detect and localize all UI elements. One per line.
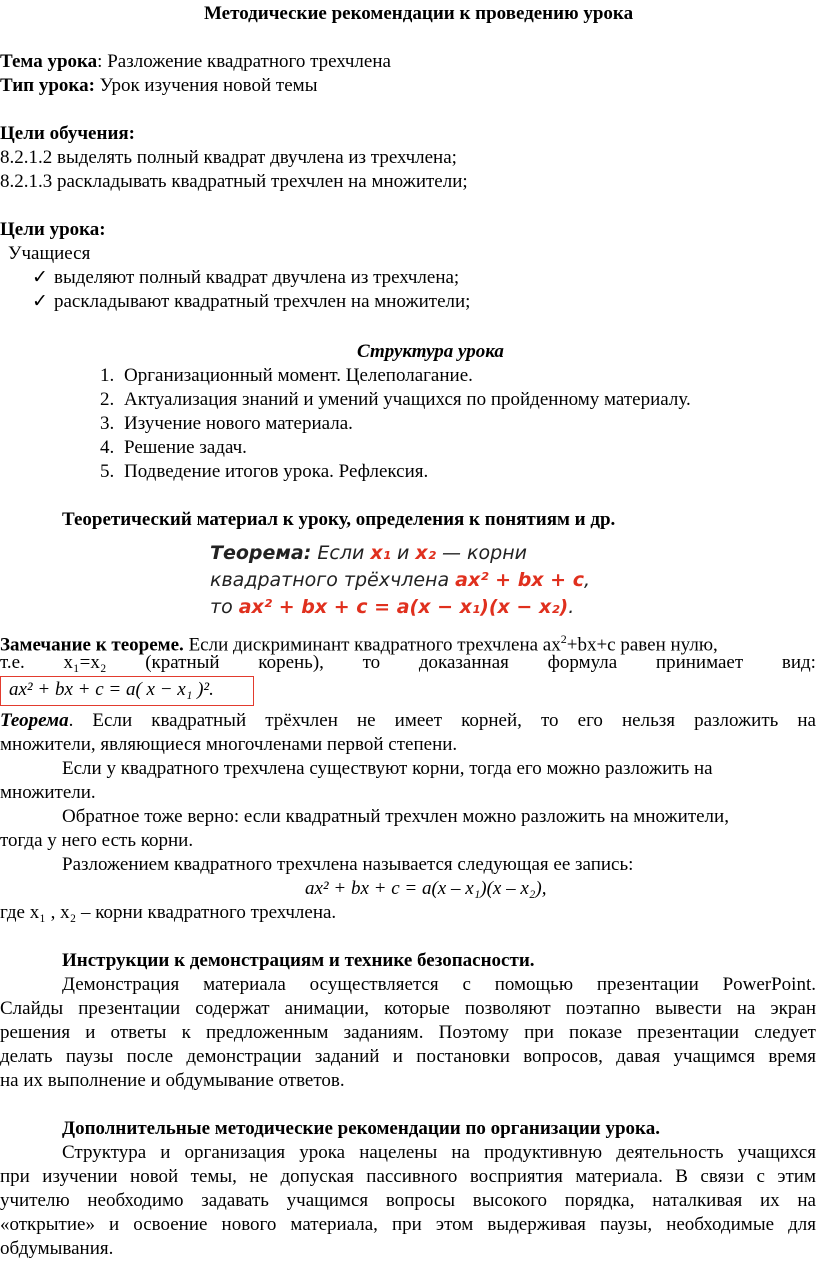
structure-heading: Структура урока [357, 341, 504, 362]
theorem-image-line2: квадратного трёхчлена ax² + bx + c, [210, 569, 591, 591]
extra-heading: Дополнительные методические рекомендации по организации урока. [62, 1118, 660, 1139]
extra-line: Структура и организация урока нацелены на продуктивную деятельность учащихся [62, 1142, 816, 1163]
type-label: Тип урока: [0, 75, 95, 96]
theory-heading: Теоретический материал к уроку, определения к понятиям и др. [62, 509, 616, 530]
remark-formula-box [0, 676, 254, 706]
lesson-goals-heading: Цели урока: [0, 219, 106, 240]
para-def-line3: где x₁ , x₂ – корни квадратного трехчлена. [0, 902, 337, 923]
topic-label: Тема урока [0, 51, 98, 72]
para-roots-line2: множители. [0, 782, 96, 803]
checkmark-icon: ✓ [32, 291, 48, 312]
safety-line: делать паузы после демонстрации заданий и постановки вопросов, давая учащимся время [0, 1046, 816, 1067]
para-def-line1: Разложением квадратного трехчлена называется следующая ее запись: [62, 854, 634, 875]
remark-formula: ax² + bx + c = a( x − x₁ )². [9, 679, 214, 700]
theorem2-line2: множители, являющиеся многочленами первой степени. [0, 734, 458, 755]
checkmark-icon: ✓ [32, 267, 48, 288]
structure-item: 2. Актуализация знаний и умений учащихся по пройденному материалу. [100, 389, 691, 410]
para-roots-line1: Если у квадратного трехчлена существуют корни, тогда его можно разложить на [62, 758, 713, 779]
lesson-goal-text: раскладывают квадратный трехчлен на множители; [54, 291, 471, 312]
remark-line2: т.е. x₁=x₂ (кратный корень), то доказанная формула принимает вид: [0, 652, 816, 673]
safety-line: Демонстрация материала осуществляется с помощью презентации PowerPoint. [62, 974, 816, 995]
structure-item: 4. Решение задач. [100, 437, 247, 458]
safety-line: Слайды презентации содержат анимации, которые позволяют поэтапно вывести на экран [0, 998, 816, 1019]
lesson-goal-text: выделяют полный квадрат двучлена из трехчлена; [54, 267, 460, 288]
para-def-formula: ax² + bx + c = a(x – x₁)(x – x₂), [305, 878, 547, 899]
extra-line: при изучении новой темы, не допуская пассивного восприятия материала. В связи с этим [0, 1166, 816, 1187]
theorem-image-line3: то ax² + bx + c = a(x − x₁)(x − x₂). [210, 596, 575, 618]
extra-line: обдумывания. [0, 1238, 114, 1259]
learning-goal-item: 8.2.1.2 выделять полный квадрат двучлена из трехчлена; [0, 147, 457, 168]
structure-item: 5. Подведение итогов урока. Рефлексия. [100, 461, 429, 482]
document-title: Методические рекомендации к проведению урока [204, 3, 634, 24]
learning-goal-item: 8.2.1.3 раскладывать квадратный трехчлен на множители; [0, 171, 468, 192]
lesson-goal-item [32, 266, 459, 290]
theorem-image-line1: Теорема: Если x₁ и x₂ — корни [210, 542, 527, 564]
type-line [0, 74, 317, 98]
structure-item: 1. Организационный момент. Целеполагание. [100, 365, 473, 386]
type-value: Урок изучения новой темы [94, 75, 318, 96]
safety-line: на их выполнение и обдумывание ответов. [0, 1070, 345, 1091]
learning-goals-heading: Цели обучения: [0, 123, 135, 144]
safety-heading: Инструкции к демонстрациям и технике безопасности. [62, 950, 535, 971]
extra-line: «открытие» и освоение нового материала, при этом выдерживая паузы, необходимые для [0, 1214, 816, 1235]
theorem2-line1: Теорема. Если квадратный трёхчлен не имеет корней, то его нельзя разложить на [0, 710, 816, 731]
topic-value: : Разложение квадратного трехчлена [97, 51, 391, 72]
lesson-goal-item [32, 290, 470, 314]
safety-line: решения и ответы к предложенным заданиям. Поэтому при показе презентации следует [0, 1022, 816, 1043]
para-reverse-line2: тогда у него есть корни. [0, 830, 194, 851]
structure-item: 3. Изучение нового материала. [100, 413, 353, 434]
remark-line1: Замечание к теореме. Если дискриминант квадратного трехчлена $ax^2+bx+c$ равен нулю, [0, 632, 718, 656]
para-reverse-line1: Обратное тоже верно: если квадратный трехчлен можно разложить на множители, [62, 806, 729, 827]
topic-line [0, 50, 391, 74]
lesson-goals-subject: Учащиеся [8, 243, 91, 264]
extra-line: учителю необходимо задавать учащимся вопросы высокого порядка, наталкивая их на [0, 1190, 816, 1211]
